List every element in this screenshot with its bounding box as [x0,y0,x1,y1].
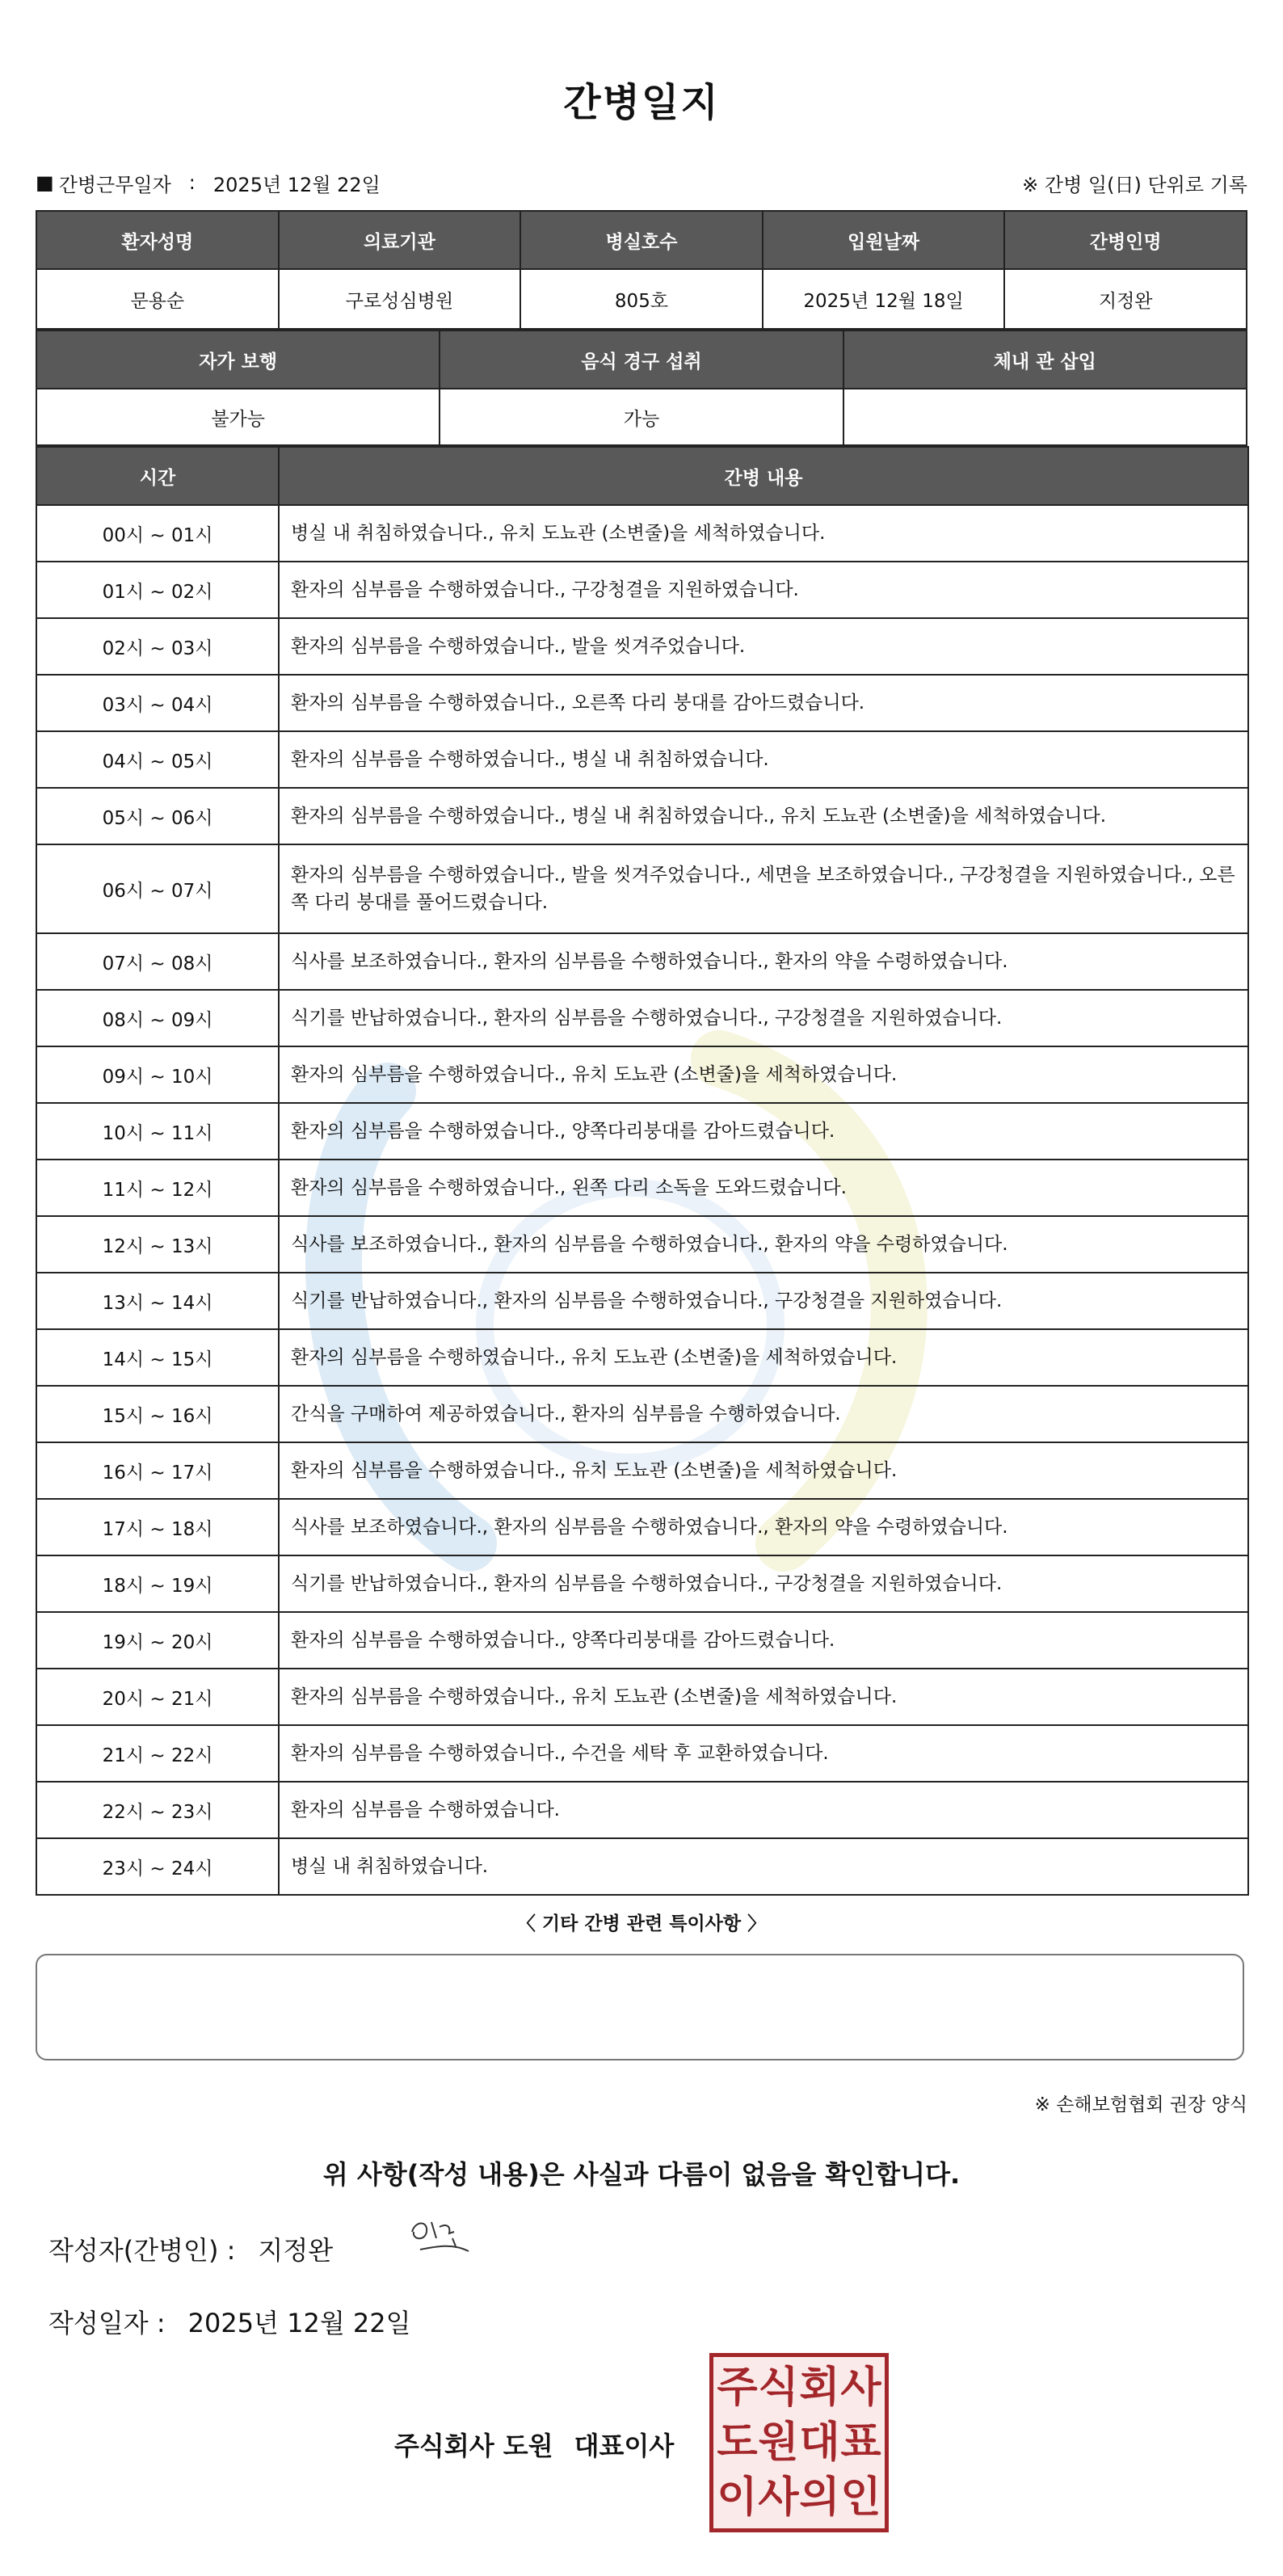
header-hospital: 의료기관 [279,211,521,269]
condition-header-row [36,330,1247,389]
patient-info-table [36,210,1247,330]
care-log-row [36,1555,1248,1612]
care-log-row [36,788,1248,844]
tube-insertion-value [843,389,1247,445]
seal-character: 표 [840,2418,881,2467]
patient-info-header-row [36,211,1247,269]
writer-label: 작성자(간병인) : [48,2235,236,2266]
care-log-time: 07시 ~ 08시 [36,933,279,990]
care-log-row [36,618,1248,675]
written-date-row [48,2303,411,2340]
meta-row [36,166,1247,199]
care-log-row [36,1782,1248,1838]
care-log-time: 08시 ~ 09시 [36,990,279,1046]
care-log-row [36,1669,1248,1725]
care-log-time: 23시 ~ 24시 [36,1838,279,1895]
patient-name: 문용순 [36,269,279,329]
care-log-time: 19시 ~ 20시 [36,1612,279,1669]
hospital-name: 구로성심병원 [279,269,521,329]
seal-character: 사 [758,2473,799,2522]
care-log-time: 18시 ~ 19시 [36,1555,279,1612]
care-log-row [36,1160,1248,1216]
recommend-note: ※ 손해보험협회 권장 양식 [1034,2094,1247,2115]
header-care-content: 간병 내용 [279,447,1248,505]
page-title: 간병일지 [563,80,720,125]
care-log-time: 21시 ~ 22시 [36,1725,279,1782]
self-walking-value: 불가능 [36,389,440,445]
care-log-time: 16시 ~ 17시 [36,1442,279,1499]
company-seal-stamp [709,2353,889,2532]
care-log-content: 식사를 보조하였습니다., 환자의 심부름을 수행하였습니다., 환자의 약을 수령하였습니다. [279,1216,1248,1273]
care-log-content: 환자의 심부름을 수행하였습니다. [279,1782,1248,1838]
care-log-row [36,1442,1248,1499]
writer-row [48,2230,333,2267]
care-log-content: 환자의 심부름을 수행하였습니다., 양쪽다리붕대를 감아드렸습니다. [279,1612,1248,1669]
seal-character: 이 [717,2473,758,2522]
confirmation-statement: 위 사항(작성 내용)은 사실과 다름이 없음을 확인합니다. [322,2159,961,2190]
care-log-content: 병실 내 취침하였습니다., 유치 도뇨관 (소변줄)을 세척하였습니다. [279,505,1248,562]
care-log-content: 식사를 보조하였습니다., 환자의 심부름을 수행하였습니다., 환자의 약을 수령하였습니다. [279,1499,1248,1555]
care-log-time: 17시 ~ 18시 [36,1499,279,1555]
care-log-row [36,675,1248,731]
written-date-label: 작성일자 : [48,2308,166,2338]
care-log-row [36,562,1248,618]
work-date-group [36,169,381,197]
care-log-row [36,731,1248,788]
unit-note: ※ 간병 일(日) 단위로 기록 [1022,173,1247,196]
condition-table [36,330,1247,446]
care-log-content: 환자의 심부름을 수행하였습니다., 왼쪽 다리 소독을 도와드렸습니다. [279,1160,1248,1216]
condition-value-row [36,389,1247,445]
care-log-header-row [36,447,1248,505]
header-admission-date: 입원날짜 [763,211,1005,269]
seal-character: 식 [758,2363,799,2412]
care-log-time: 06시 ~ 07시 [36,844,279,933]
care-log-content: 환자의 심부름을 수행하였습니다., 유치 도뇨관 (소변줄)을 세척하였습니다. [279,1329,1248,1386]
care-log-content: 환자의 심부름을 수행하였습니다., 발을 씻겨주었습니다. [279,618,1248,675]
care-log-row [36,1499,1248,1555]
seal-character: 인 [840,2473,881,2522]
care-log-row [36,1612,1248,1669]
care-log-row [36,1273,1248,1329]
care-log-time: 15시 ~ 16시 [36,1386,279,1442]
square-bullet-icon: ■ [36,171,54,194]
header-oral-intake: 음식 경구 섭취 [440,330,843,389]
care-log-time: 13시 ~ 14시 [36,1273,279,1329]
care-log-content: 식기를 반납하였습니다., 환자의 심부름을 수행하였습니다., 구강청결을 지원하였습니다. [279,1555,1248,1612]
seal-character: 도 [717,2418,758,2467]
seal-character: 주 [717,2363,758,2412]
header-time: 시간 [36,447,279,505]
care-log-row [36,1216,1248,1273]
handwritten-signature [404,2214,477,2262]
room-number: 805호 [520,269,763,329]
seal-character: 원 [758,2418,799,2467]
header-patient-name: 환자성명 [36,211,279,269]
care-log-row [36,1386,1248,1442]
care-log-row [36,1329,1248,1386]
work-date-value: 2025년 12월 22일 [212,173,381,196]
care-log-time: 00시 ~ 01시 [36,505,279,562]
care-log-time: 11시 ~ 12시 [36,1160,279,1216]
header-self-walking: 자가 보행 [36,330,440,389]
care-log-content: 환자의 심부름을 수행하였습니다., 수건을 세탁 후 교환하였습니다. [279,1725,1248,1782]
work-date-label: 간병근무일자 [58,173,171,196]
seal-character: 의 [799,2473,840,2522]
patient-info-value-row [36,269,1247,329]
admission-date: 2025년 12월 18일 [763,269,1005,329]
special-notes-box [36,1954,1244,2060]
care-log-row [36,933,1248,990]
care-log-time: 03시 ~ 04시 [36,675,279,731]
care-log-time: 14시 ~ 15시 [36,1329,279,1386]
seal-character: 회 [799,2363,840,2412]
care-log-row [36,1725,1248,1782]
care-log-content: 환자의 심부름을 수행하였습니다., 양쪽다리붕대를 감아드렸습니다. [279,1103,1248,1160]
care-log-row [36,990,1248,1046]
care-log-time: 04시 ~ 05시 [36,731,279,788]
care-log-table [36,446,1249,1896]
care-log-time: 20시 ~ 21시 [36,1669,279,1725]
care-log-content: 간식을 구매하여 제공하였습니다., 환자의 심부름을 수행하였습니다. [279,1386,1248,1442]
care-log-content: 환자의 심부름을 수행하였습니다., 구강청결을 지원하였습니다. [279,562,1248,618]
company-role: 대표이사 [574,2431,675,2461]
care-log-content: 병실 내 취침하였습니다. [279,1838,1248,1895]
care-log-content: 환자의 심부름을 수행하였습니다., 발을 씻겨주었습니다., 세면을 보조하였습니다., 구강청결을 지원하였습니다., 오른쪽 다리 붕대를 풀어드렸습니다. [279,844,1248,933]
care-log-time: 22시 ~ 23시 [36,1782,279,1838]
care-log-content: 환자의 심부름을 수행하였습니다., 오른쪽 다리 붕대를 감아드렸습니다. [279,675,1248,731]
header-tube-insertion: 체내 관 삽입 [843,330,1247,389]
care-log-time: 02시 ~ 03시 [36,618,279,675]
care-log-content: 식기를 반납하였습니다., 환자의 심부름을 수행하였습니다., 구강청결을 지원하였습니다. [279,990,1248,1046]
care-log-time: 01시 ~ 02시 [36,562,279,618]
care-log-time: 05시 ~ 06시 [36,788,279,844]
caregiver-name: 지정완 [1004,269,1247,329]
care-log-time: 10시 ~ 11시 [36,1103,279,1160]
care-log-content: 환자의 심부름을 수행하였습니다., 유치 도뇨관 (소변줄)을 세척하였습니다. [279,1669,1248,1725]
care-log-body [36,505,1248,1895]
seal-character: 사 [840,2363,881,2412]
care-log-content: 환자의 심부름을 수행하였습니다., 병실 내 취침하였습니다., 유치 도뇨관 (소변줄)을 세척하였습니다. [279,788,1248,844]
seal-character: 대 [799,2418,840,2467]
care-log-row [36,844,1248,933]
care-log-content: 식기를 반납하였습니다., 환자의 심부름을 수행하였습니다., 구강청결을 지원하였습니다. [279,1273,1248,1329]
special-notes-title: 〈 기타 간병 관련 특이사항 〉 [516,1913,767,1934]
writer-name: 지정완 [258,2235,334,2266]
care-log-time: 12시 ~ 13시 [36,1216,279,1273]
header-caregiver-name: 간병인명 [1004,211,1247,269]
care-log-row [36,1838,1248,1895]
work-date-separator: : [188,171,196,194]
care-log-content: 환자의 심부름을 수행하였습니다., 유치 도뇨관 (소변줄)을 세척하였습니다. [279,1442,1248,1499]
company-signature [394,2426,674,2463]
care-log-content: 환자의 심부름을 수행하였습니다., 병실 내 취침하였습니다. [279,731,1248,788]
oral-intake-value: 가능 [440,389,843,445]
care-log-row [36,1103,1248,1160]
care-log-row [36,1046,1248,1103]
care-log-content: 환자의 심부름을 수행하였습니다., 유치 도뇨관 (소변줄)을 세척하였습니다. [279,1046,1248,1103]
company-name: 주식회사 도원 [394,2431,553,2461]
care-log-content: 식사를 보조하였습니다., 환자의 심부름을 수행하였습니다., 환자의 약을 수령하였습니다. [279,933,1248,990]
written-date-value: 2025년 12월 22일 [187,2308,411,2338]
care-log-row [36,505,1248,562]
header-room-number: 병실호수 [520,211,763,269]
care-log-time: 09시 ~ 10시 [36,1046,279,1103]
